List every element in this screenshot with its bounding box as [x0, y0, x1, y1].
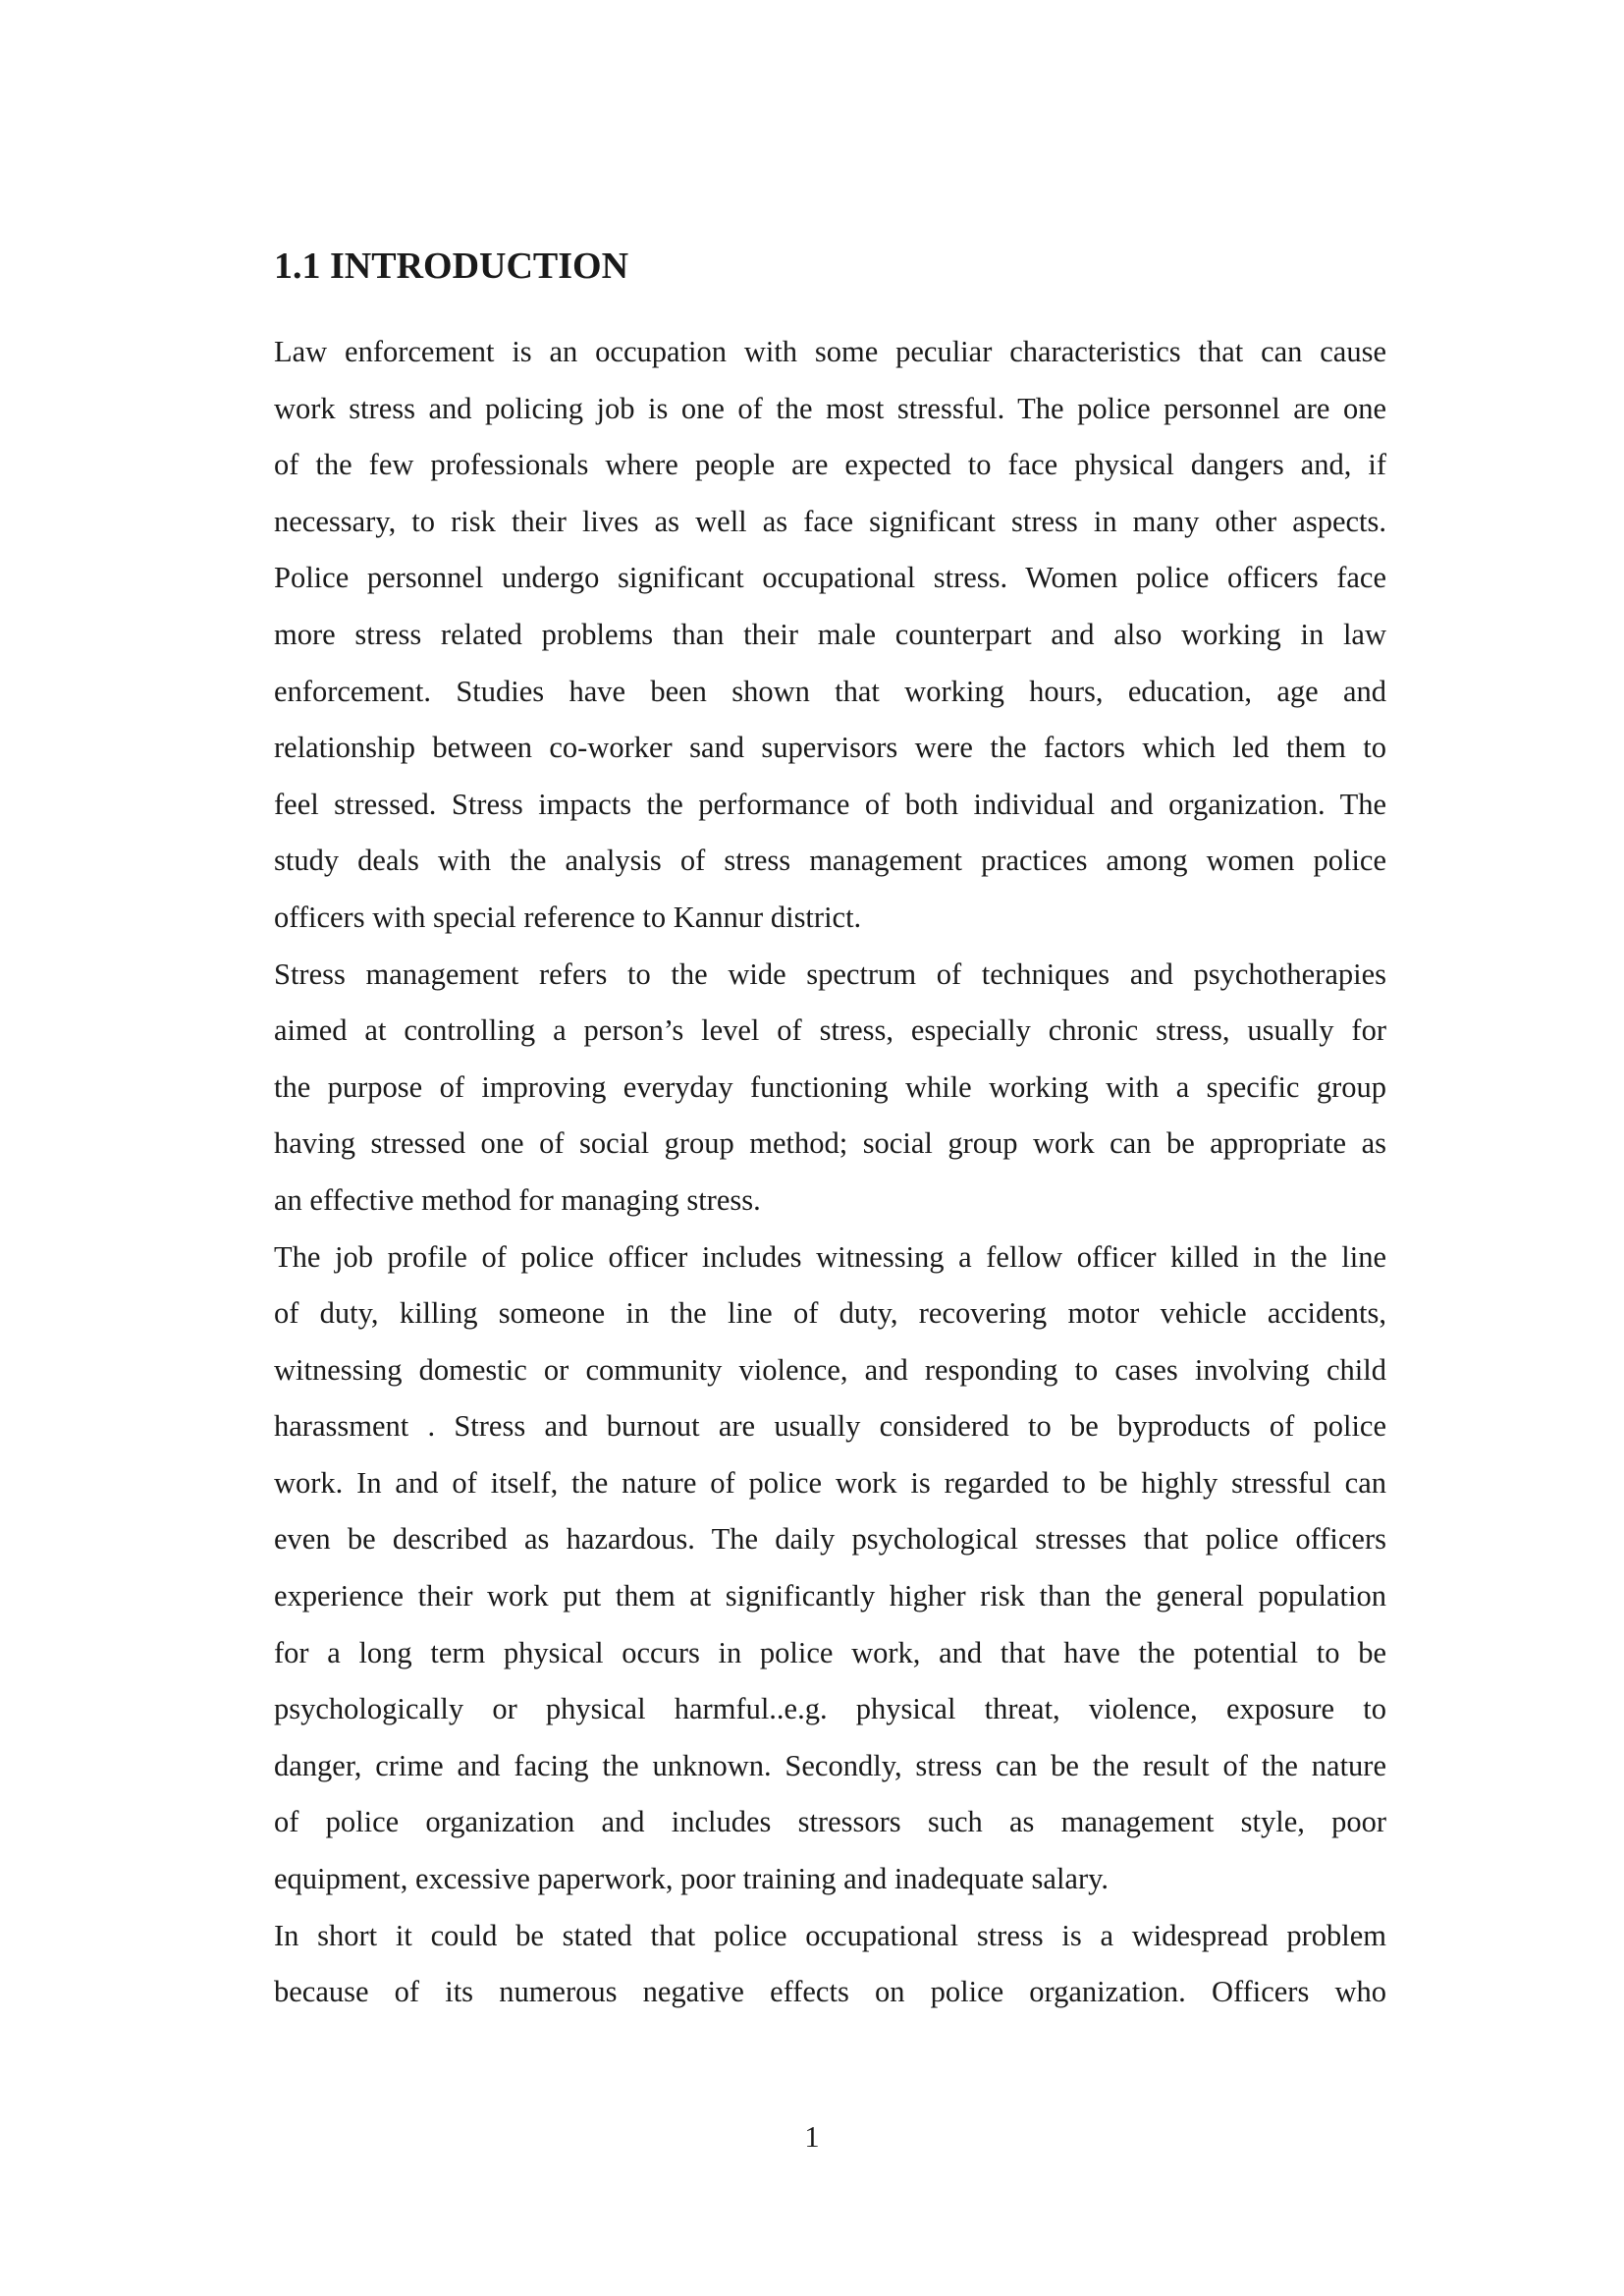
text-line: work. In and of itself, the nature of police work is regarded to be highly stressful can: [274, 1465, 1386, 1500]
text-line: of police organization and includes stressors such as management style, poor: [274, 1805, 1386, 1839]
text-line: harassment . Stress and burnout are usually considered to be byproducts of police: [274, 1409, 1386, 1444]
text-line: aimed at controlling a person’s level of stress, especially chronic stress, usually for: [274, 1013, 1386, 1048]
text-line: officers with special reference to Kannur district.: [274, 900, 862, 934]
text-line: study deals with the analysis of stress management practices among women police: [274, 844, 1386, 878]
text-line: of duty, killing someone in the line of duty, recovering motor vehicle accidents,: [274, 1296, 1386, 1331]
paragraph-3: [274, 1230, 1386, 1908]
text-line: enforcement. Studies have been shown that working hours, education, age and: [274, 674, 1386, 708]
text-line: psychologically or physical harmful..e.g. physical threat, violence, exposure to: [274, 1692, 1386, 1726]
text-line: feel stressed. Stress impacts the performance of both individual and organization. The: [274, 787, 1386, 821]
body-text: [274, 324, 1386, 2021]
text-line: relationship between co-worker sand supervisors were the factors which led them to: [274, 731, 1386, 765]
paragraph-2: [274, 947, 1386, 1230]
text-line: because of its numerous negative effects on police organization. Officers who: [274, 1975, 1386, 2009]
paragraph-4: [274, 1908, 1386, 2021]
text-line: of the few professionals where people are expected to face physical dangers and, if: [274, 448, 1386, 482]
section-heading: 1.1 INTRODUCTION: [274, 246, 629, 287]
text-line: an effective method for managing stress.: [274, 1182, 761, 1217]
paragraph-1: [274, 324, 1386, 947]
text-line: equipment, excessive paperwork, poor training and inadequate salary.: [274, 1862, 1110, 1896]
text-line: for a long term physical occurs in police work, and that have the potential to be: [274, 1635, 1386, 1669]
text-line: necessary, to risk their lives as well as face significant stress in many other aspects.: [274, 504, 1386, 538]
text-line: danger, crime and facing the unknown. Secondly, stress can be the result of the nature: [274, 1748, 1386, 1782]
text-line: Law enforcement is an occupation with some peculiar characteristics that can cause: [274, 335, 1386, 368]
text-line: witnessing domestic or community violence, and responding to cases involving child: [274, 1352, 1386, 1387]
text-line: Police personnel undergo significant occupational stress. Women police officers face: [274, 561, 1386, 595]
text-line: having stressed one of social group method; social group work can be appropriate as: [274, 1126, 1386, 1161]
text-line: even be described as hazardous. The daily psychological stresses that police officers: [274, 1522, 1386, 1557]
page-number: 1: [804, 2120, 820, 2154]
text-line: more stress related problems than their male counterpart and also working in law: [274, 617, 1386, 651]
text-line: experience their work put them at significantly higher risk than the general population: [274, 1579, 1386, 1613]
text-line: the purpose of improving everyday functioning while working with a specific group: [274, 1069, 1386, 1104]
text-line: work stress and policing job is one of the most stressful. The police personnel are one: [274, 391, 1386, 425]
text-line: The job profile of police officer includes witnessing a fellow officer killed in the line: [274, 1239, 1386, 1274]
text-line: In short it could be stated that police occupational stress is a widespread problem: [274, 1918, 1386, 1952]
text-line: Stress management refers to the wide spectrum of techniques and psychotherapies: [274, 957, 1386, 991]
